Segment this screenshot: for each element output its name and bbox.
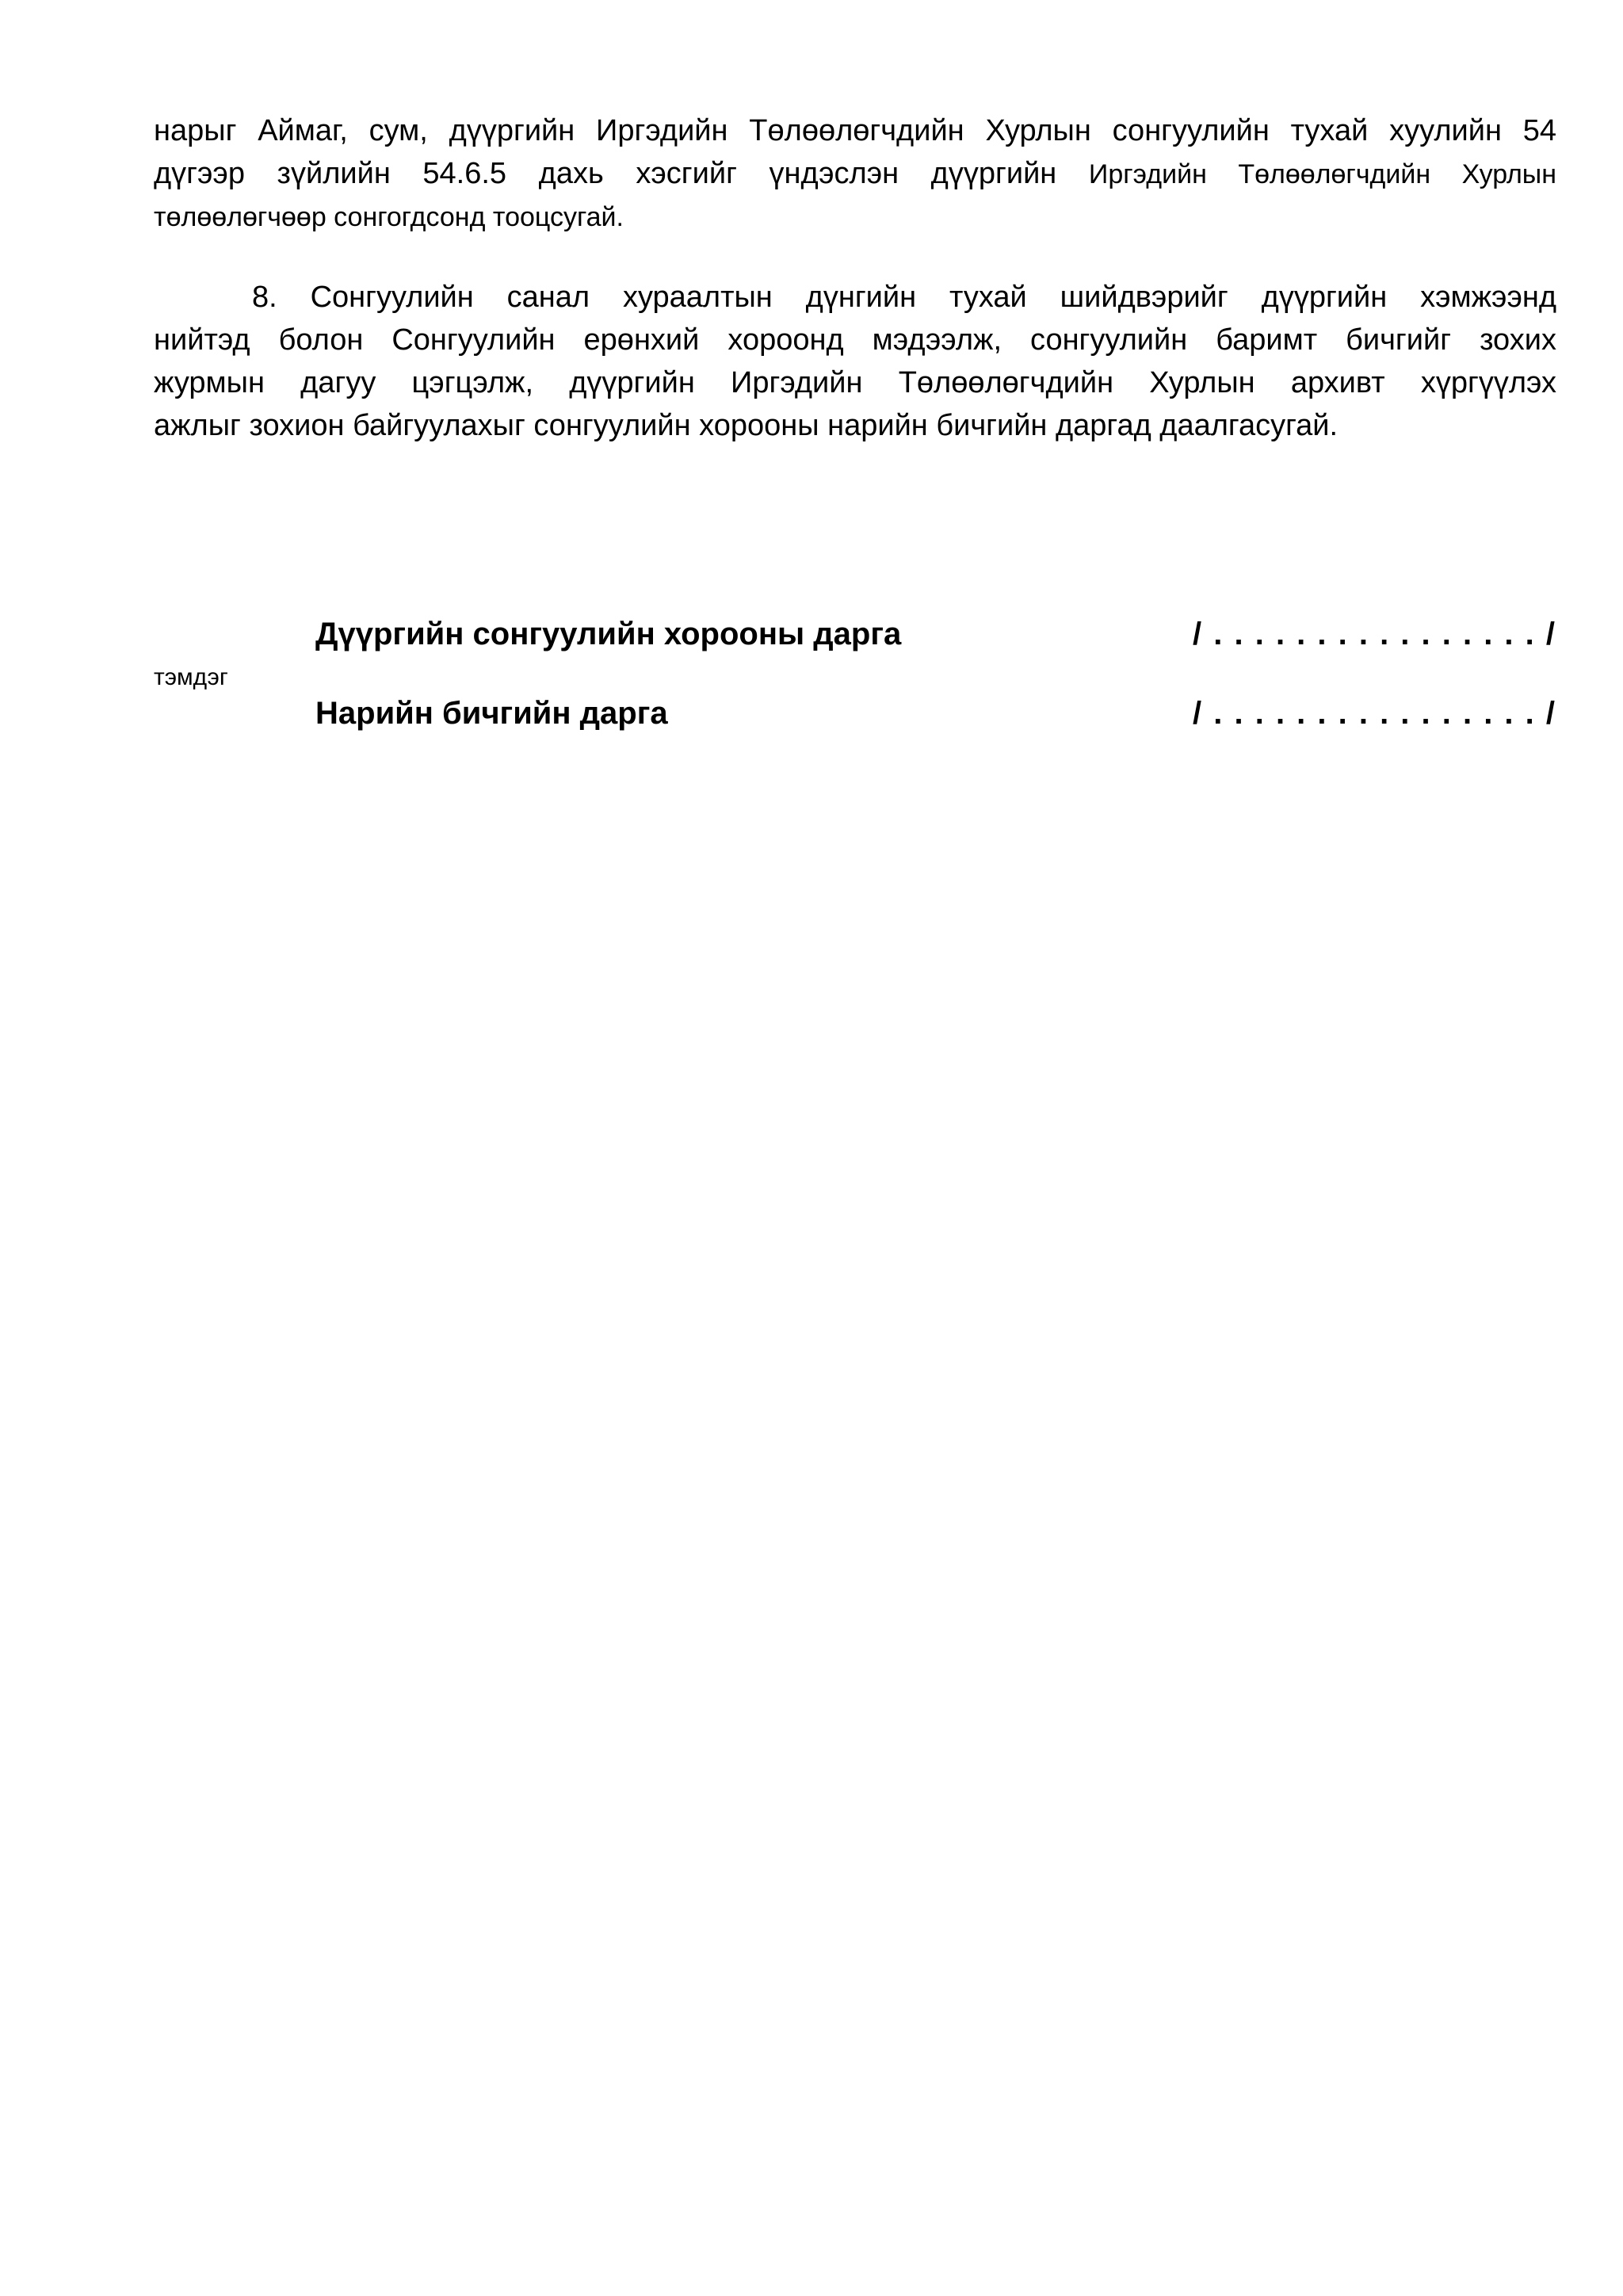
signature-secretary-title: Нарийн бичгийн дарга xyxy=(315,696,668,731)
paragraph-item-8 xyxy=(154,276,1556,447)
paragraph-line-part: Иргэдийн Төлөөлөгчдийн Хурлын xyxy=(1088,159,1556,189)
paragraph-line: журмын дагуу цэгцэлж, дүүргийн Иргэдийн Төлөөлөгчдийн Хурлын архивт хүргүүлэх xyxy=(154,366,1556,399)
paragraph-line: 8. Сонгуулийн санал хураалтын дүнгийн тухай шийдвэрийг дүүргийн хэмжээнд xyxy=(252,281,1556,314)
signature-chair-line: / . . . . . . . . . . . . . . . . / xyxy=(1193,617,1556,651)
paragraph-line xyxy=(154,152,1556,196)
signature-secretary xyxy=(315,696,1556,740)
paragraph-line: нийтэд болон Сонгуулийн ерөнхий хороонд мэдээлж, сонгуулийн баримт бичгийг зохих xyxy=(154,323,1556,357)
paragraph-continuation xyxy=(154,109,1556,239)
signature-chair xyxy=(315,617,1556,661)
paragraph-line-part: дүгээр зүйлийн 54.6.5 дахь хэсгийг үндэслэн дүүргийн xyxy=(154,157,1057,190)
paragraph-line: ажлыг зохион байгуулахыг сонгуулийн хорооны нарийн бичгийн даргад даалгасугай. xyxy=(154,409,1338,442)
signature-secretary-line: / . . . . . . . . . . . . . . . . / xyxy=(1193,696,1556,731)
signature-chair-title: Дүүргийн сонгуулийн хорооны дарга xyxy=(315,617,902,651)
paragraph-line: төлөөлөгчөөр сонгогдсонд тооцсугай. xyxy=(154,202,624,232)
stamp-label: тэмдэг xyxy=(154,664,228,690)
paragraph-line: нарыг Аймаг, сум, дүүргийн Иргэдийн Төлөөлөгчдийн Хурлын сонгуулийн тухай хуулийн 54 xyxy=(154,114,1556,147)
